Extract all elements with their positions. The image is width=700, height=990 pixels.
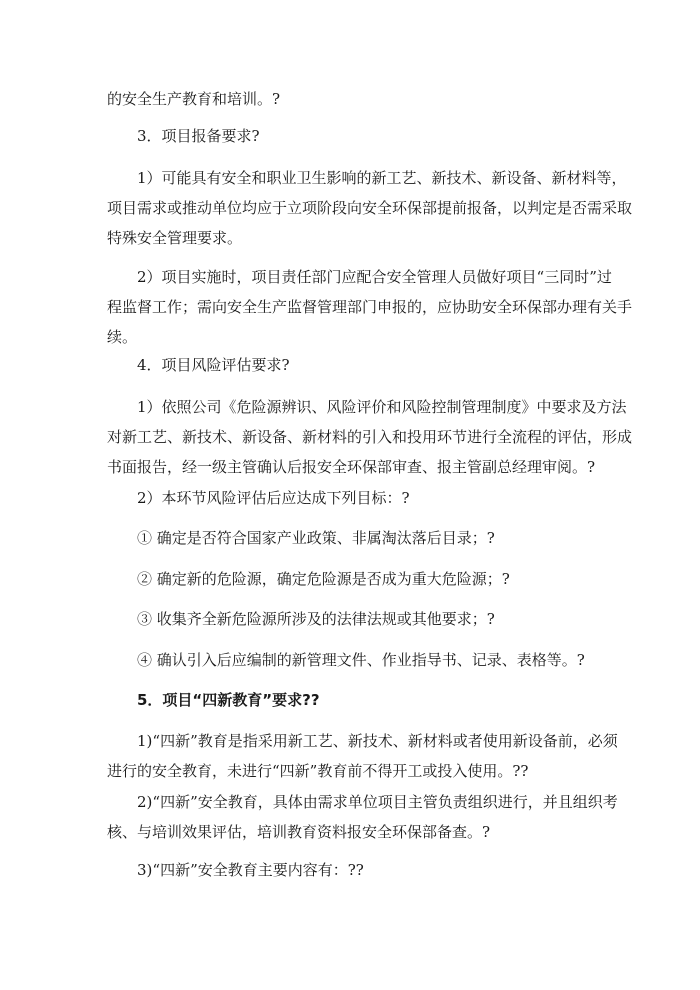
paragraph-3-2 [107, 262, 633, 352]
text-line: 书面报告，经一级主管确认后报安全环保部审查、报主管副总经理审阅。? [107, 458, 596, 476]
text-line: 进行的安全教育，未进行“四新”教育前不得开工或投入使用。?? [107, 762, 529, 780]
list-item: ② 确定新的危险源，确定危险源是否成为重大危险源；? [137, 570, 510, 588]
heading-section-3: 3．项目报备要求? [137, 127, 260, 145]
paragraph-5-3: 3)“四新”安全教育主要内容有：?? [137, 861, 364, 879]
list-item: ④ 确认引入后应编制的新管理文件、作业指导书、记录、表格等。? [137, 651, 585, 669]
paragraph-4-1 [107, 392, 633, 482]
text-line: 1)“四新”教育是指采用新工艺、新技术、新材料或者使用新设备前，必须 [137, 732, 618, 750]
text-line: 项目需求或推动单位均应于立项阶段向安全环保部提前报备，以判定是否需采取 [107, 199, 633, 217]
paragraph-continuation [107, 84, 607, 114]
text-line: 2）项目实施时，项目责任部门应配合安全管理人员做好项目“三同时”过 [137, 268, 612, 286]
text-line: 续。 [107, 328, 138, 346]
paragraph-4-2: 2）本环节风险评估后应达成下列目标：? [137, 489, 410, 507]
text-line: 核、与培训效果评估，培训教育资料报安全环保部备查。? [107, 823, 491, 841]
list-item: ③ 收集齐全新危险源所涉及的法律法规或其他要求；? [137, 610, 495, 628]
heading-section-5: 5．项目“四新教育”要求?? [137, 691, 320, 709]
heading-section-4: 4．项目风险评估要求? [137, 356, 290, 374]
paragraph-5-2 [107, 787, 618, 847]
paragraph-3-1 [107, 163, 633, 253]
text-line: 对新工艺、新技术、新设备、新材料的引入和投用环节进行全流程的评估，形成 [107, 428, 633, 446]
paragraph-5-1 [107, 726, 618, 786]
list-item: ① 确定是否符合国家产业政策、非属淘汰落后目录；? [137, 529, 495, 547]
text-line: 的安全生产教育和培训。? [107, 90, 281, 108]
text-line: 程监督工作；需向安全生产监督管理部门申报的，应协助安全环保部办理有关手 [107, 298, 633, 316]
text-line: 1）依照公司《危险源辨识、风险评价和风险控制管理制度》中要求及方法 [137, 398, 627, 416]
text-line: 1）可能具有安全和职业卫生影响的新工艺、新技术、新设备、新材料等， [137, 169, 627, 187]
text-line: 2)“四新”安全教育，具体由需求单位项目主管负责组织进行，并且组织考 [137, 793, 618, 811]
text-line: 特殊安全管理要求。 [107, 229, 243, 247]
